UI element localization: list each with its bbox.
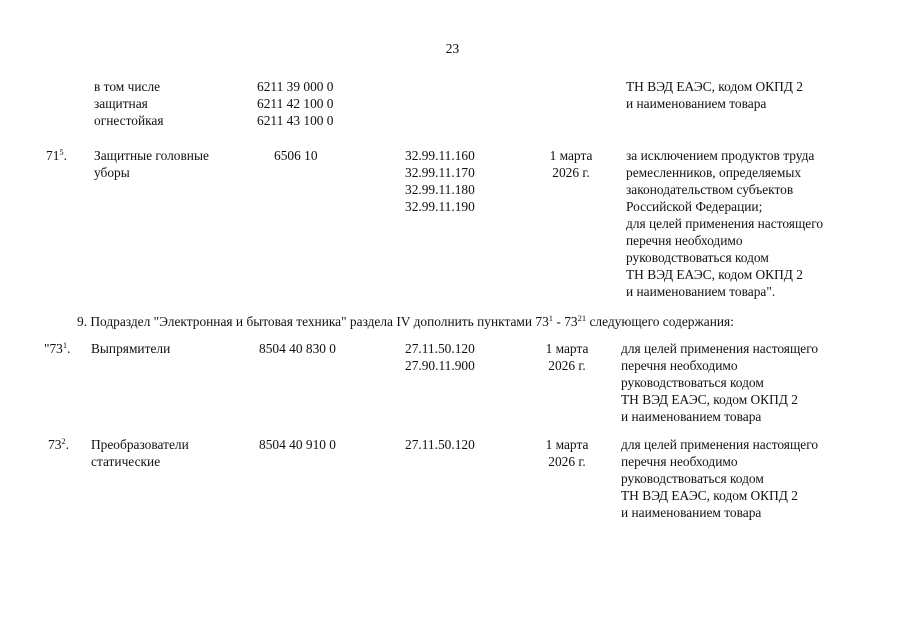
note-line: ремесленников, определяемых <box>626 165 802 180</box>
cont-note-line: и наименованием товара <box>626 96 767 111</box>
name-line: Преобразователи <box>91 437 189 452</box>
name-line: статические <box>91 454 161 469</box>
note-line: ТН ВЭД ЕАЭС, кодом ОКПД 2 <box>621 488 798 503</box>
row-715-date <box>536 147 606 181</box>
date-line: 1 марта <box>545 341 589 356</box>
note-line: руководствоваться кодом <box>626 250 769 265</box>
note-line: законодательством субъектов <box>626 182 794 197</box>
row-731-notes <box>621 340 818 425</box>
note-line: и наименованием товара". <box>626 284 776 299</box>
row-732-number: $73^2$. <box>48 436 69 452</box>
row-732-tnved: 8504 40 910 0 <box>259 437 336 452</box>
cont-name-line: огнестойкая <box>94 113 164 128</box>
date-line: 2026 г. <box>552 165 590 180</box>
cont-name-line: в том числе <box>94 79 161 94</box>
cont-code-line: 6211 39 000 0 <box>257 79 334 94</box>
name-line: уборы <box>94 165 130 180</box>
note-line: ТН ВЭД ЕАЭС, кодом ОКПД 2 <box>621 392 798 407</box>
row-732-date <box>532 436 602 470</box>
paragraph-9: 9. Подраздел "Электронная и бытовая техника" раздела IV дополнить пунктами $73^1 - 73^{21}$ следующего содержания: <box>77 313 734 329</box>
row-731-date <box>532 340 602 374</box>
row-731-number: "$73^1$. <box>44 340 71 356</box>
row-715-number: $71^5$. <box>46 147 67 163</box>
note-line: руководствоваться кодом <box>621 375 764 390</box>
row-715-name <box>94 147 209 181</box>
row-731-okpd <box>405 340 475 374</box>
okpd-line: 27.90.11.900 <box>405 358 475 373</box>
row-715-okpd <box>405 147 475 215</box>
note-line: и наименованием товара <box>621 409 762 424</box>
note-line: руководствоваться кодом <box>621 471 764 486</box>
cont-code-line: 6211 43 100 0 <box>257 113 334 128</box>
note-line: для целей применения настоящего <box>621 437 819 452</box>
row-731-tnved: 8504 40 830 0 <box>259 341 336 356</box>
cont-note-line: ТН ВЭД ЕАЭС, кодом ОКПД 2 <box>626 79 803 94</box>
note-line: за исключением продуктов труда <box>626 148 815 163</box>
note-line: для целей применения настоящего <box>626 216 824 231</box>
row-731-name <box>91 340 170 357</box>
note-line: перечня необходимо <box>621 454 738 469</box>
okpd-line: 32.99.11.180 <box>405 182 475 197</box>
note-line: Российской Федерации; <box>626 199 763 214</box>
cont-name-line: защитная <box>94 96 148 111</box>
cont-names <box>94 78 164 129</box>
cont-code-line: 6211 42 100 0 <box>257 96 334 111</box>
row-732-okpd <box>405 436 475 453</box>
cont-codes <box>257 78 334 129</box>
okpd-line: 32.99.11.190 <box>405 199 475 214</box>
name-line: Выпрямители <box>91 341 171 356</box>
name-line: Защитные головные <box>94 148 209 163</box>
row-732-name <box>91 436 189 470</box>
note-line: и наименованием товара <box>621 505 762 520</box>
note-line: перечня необходимо <box>621 358 738 373</box>
date-line: 1 марта <box>549 148 593 163</box>
row-715-tnved: 6506 10 <box>274 148 318 163</box>
note-line: для целей применения настоящего <box>621 341 819 356</box>
row-715-notes <box>626 147 823 300</box>
date-line: 2026 г. <box>548 454 586 469</box>
row-732-notes <box>621 436 818 521</box>
okpd-line: 27.11.50.120 <box>405 437 475 452</box>
okpd-line: 27.11.50.120 <box>405 341 475 356</box>
date-line: 1 марта <box>545 437 589 452</box>
okpd-line: 32.99.11.160 <box>405 148 475 163</box>
date-line: 2026 г. <box>548 358 586 373</box>
note-line: перечня необходимо <box>626 233 743 248</box>
okpd-line: 32.99.11.170 <box>405 165 475 180</box>
cont-notes <box>626 78 803 112</box>
page-number: 23 <box>445 41 460 56</box>
note-line: ТН ВЭД ЕАЭС, кодом ОКПД 2 <box>626 267 803 282</box>
